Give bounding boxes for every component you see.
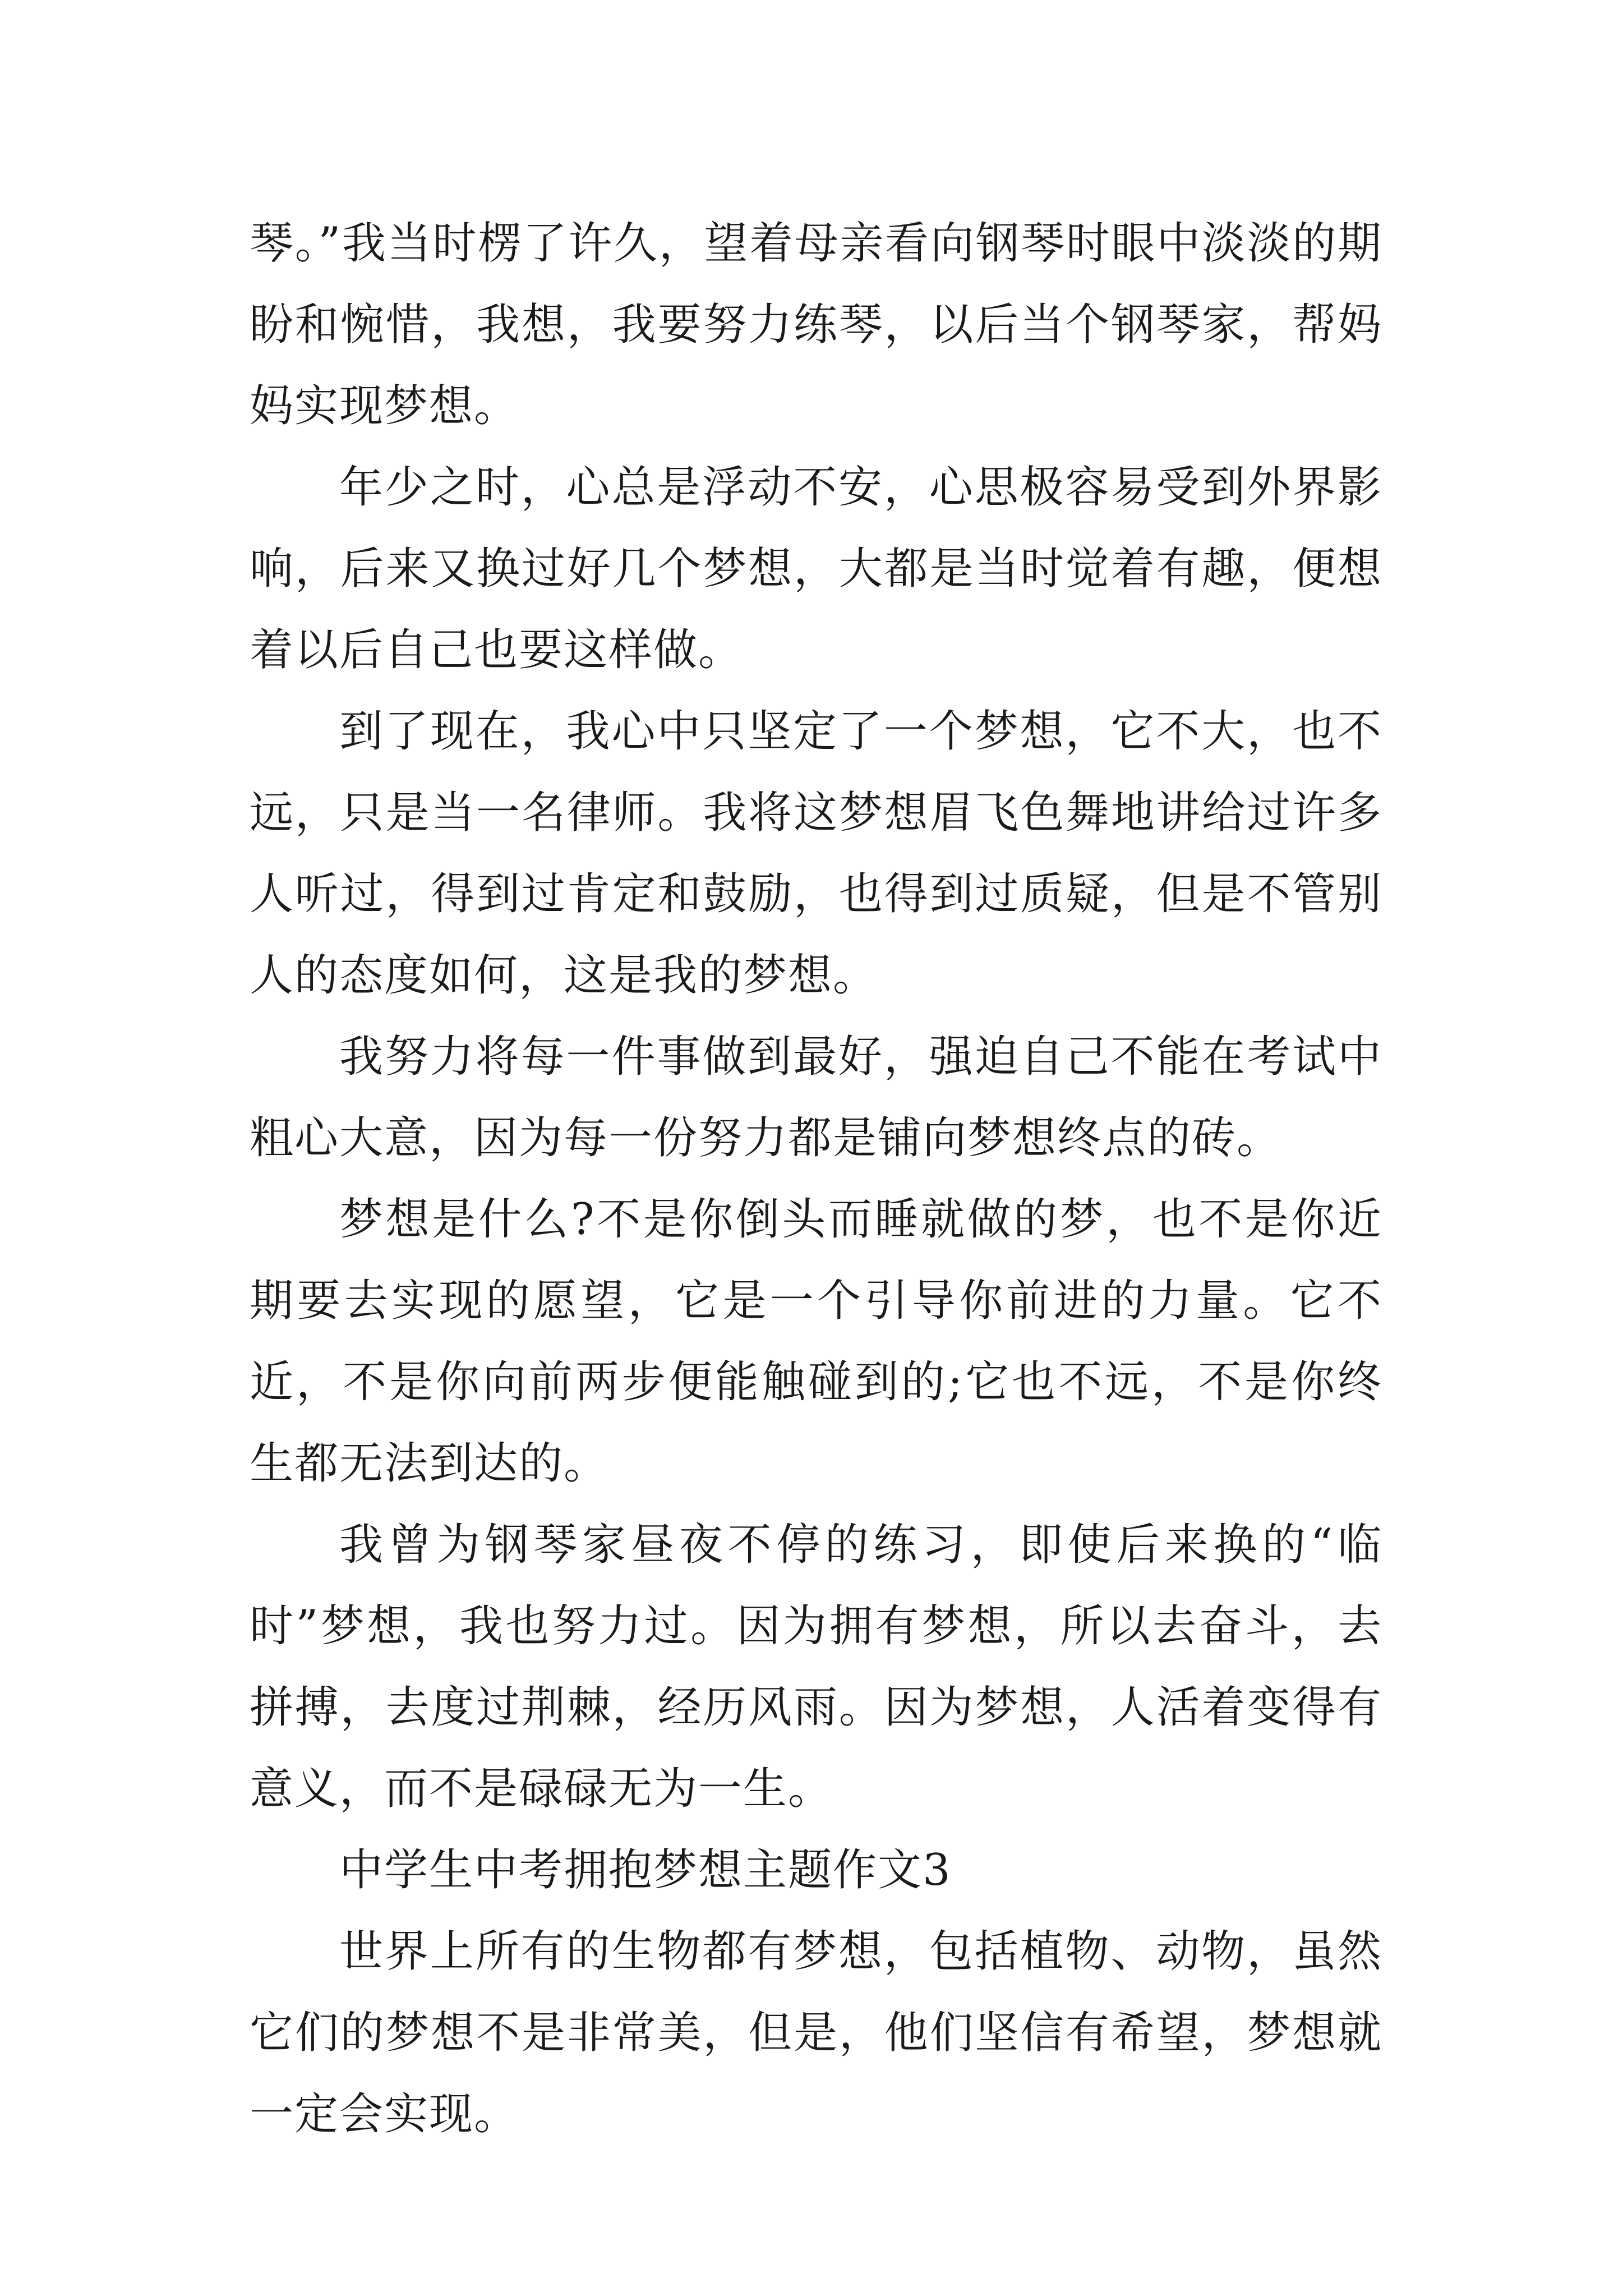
section-heading: 中学生中考拥抱梦想主题作文3 bbox=[339, 1845, 952, 1895]
document-body bbox=[250, 203, 1382, 2155]
paragraph-continuation: 琴。”我当时楞了许久，望着母亲看向钢琴时眼中淡淡的期盼和惋惜，我想，我要努力练琴，以后当个钢琴家，帮妈妈实现梦想。 bbox=[250, 218, 1382, 431]
paragraph: 梦想是什么?不是你倒头而睡就做的梦，也不是你近期要去实现的愿望，它是一个引导你前进的力量。它不近，不是你向前两步便能触碰到的;它也不远，不是你终生都无法到达的。 bbox=[250, 1194, 1382, 1489]
paragraph: 我曾为钢琴家昼夜不停的练习，即使后来换的“临时”梦想，我也努力过。因为拥有梦想，所以去奋斗，去拼搏，去度过荆棘，经历风雨。因为梦想，人活着变得有意义，而不是碌碌无为一生。 bbox=[250, 1520, 1382, 1814]
paragraph: 到了现在，我心中只坚定了一个梦想，它不大，也不远，只是当一名律师。我将这梦想眉飞色舞地讲给过许多人听过，得到过肯定和鼓励，也得到过质疑，但是不管别人的态度如何，这是我的梦想。 bbox=[250, 706, 1382, 1001]
paragraph: 年少之时，心总是浮动不安，心思极容易受到外界影响，后来又换过好几个梦想，大都是当时觉着有趣，便想着以后自己也要这样做。 bbox=[250, 462, 1382, 675]
paragraph: 世界上所有的生物都有梦想，包括植物、动物，虽然它们的梦想不是非常美，但是，他们坚信有希望，梦想就一定会实现。 bbox=[250, 1926, 1382, 2139]
paragraph: 我努力将每一件事做到最好，强迫自己不能在考试中粗心大意，因为每一份努力都是铺向梦想终点的砖。 bbox=[250, 1032, 1382, 1163]
